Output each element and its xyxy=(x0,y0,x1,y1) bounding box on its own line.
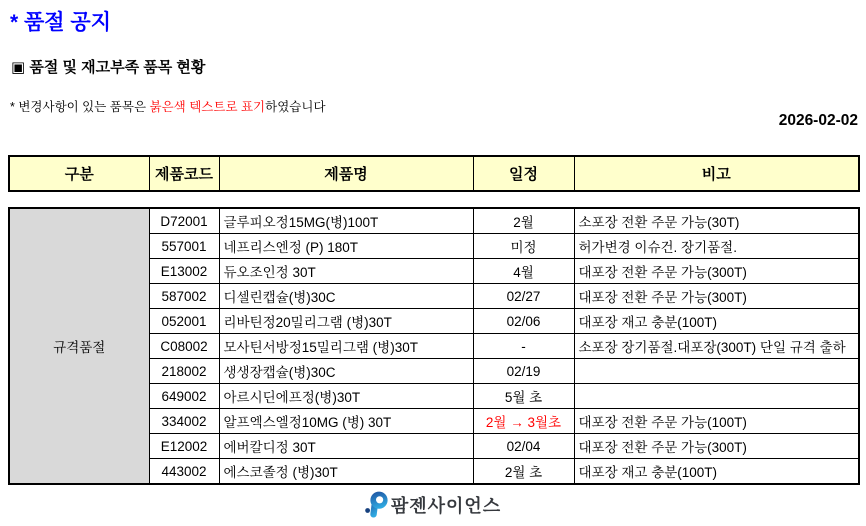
column-header-product-code: 제품코드 xyxy=(149,156,219,191)
section-heading: ▣ 품절 및 재고부족 품목 현황 xyxy=(11,59,206,76)
company-name: 팜젠사이언스 xyxy=(390,495,502,516)
product-code-cell: D72001 xyxy=(149,208,219,234)
product-name-cell: 네프리스엔정 (P) 180T xyxy=(219,234,473,259)
product-name-cell: 글루피오정15MG(병)100T xyxy=(219,208,473,234)
product-code-cell: C08002 xyxy=(149,334,219,359)
remarks-cell: 소포장 전환 주문 가능(30T) xyxy=(574,208,859,234)
product-code-cell: 587002 xyxy=(149,284,219,309)
change-note xyxy=(10,97,326,115)
column-header-product-name: 제품명 xyxy=(219,156,473,191)
schedule-cell: 02/06 xyxy=(473,309,574,334)
remarks-cell: 소포장 장기품절.대포장(300T) 단일 규격 출하 xyxy=(574,334,859,359)
remarks-cell xyxy=(574,359,859,384)
product-code-cell: E13002 xyxy=(149,259,219,284)
remarks-cell: 대포장 재고 충분(100T) xyxy=(574,459,859,485)
change-note-red-text: 붉은색 텍스트로 표기 xyxy=(149,100,266,114)
schedule-cell: 02/04 xyxy=(473,434,574,459)
product-code-cell: 649002 xyxy=(149,384,219,409)
header-table xyxy=(8,155,860,192)
schedule-cell: 2월 xyxy=(473,208,574,234)
product-name-cell: 생생장캡슐(병)30C xyxy=(219,359,473,384)
remarks-cell: 대포장 전환 주문 가능(300T) xyxy=(574,284,859,309)
product-code-cell: E12002 xyxy=(149,434,219,459)
group-cell: 규격품절 xyxy=(9,208,149,484)
remarks-cell: 대포장 전환 주문 가능(300T) xyxy=(574,434,859,459)
pharmgen-p-icon xyxy=(365,491,388,518)
schedule-cell: 5월 초 xyxy=(473,384,574,409)
schedule-cell: 미정 xyxy=(473,234,574,259)
column-header-remarks: 비고 xyxy=(574,156,859,191)
remarks-cell: 대포장 재고 충분(100T) xyxy=(574,309,859,334)
change-note-prefix: * 변경사항이 있는 품목은 xyxy=(10,100,150,114)
page-title: * 품절 공지 xyxy=(10,11,111,34)
product-name-cell: 디셀린캡슐(병)30C xyxy=(219,284,473,309)
change-note-suffix: 하였습니다 xyxy=(265,100,326,114)
product-name-cell: 듀오조인정 30T xyxy=(219,259,473,284)
product-name-cell: 리바틴정20밀리그램 (병)30T xyxy=(219,309,473,334)
product-code-cell: 052001 xyxy=(149,309,219,334)
product-name-cell: 에스코졸정 (병)30T xyxy=(219,459,473,485)
table-row xyxy=(9,208,859,234)
schedule-cell: 4월 xyxy=(473,259,574,284)
column-header-category: 구분 xyxy=(9,156,149,191)
remarks-cell: 허가변경 이슈건. 장기품절. xyxy=(574,234,859,259)
column-header-schedule: 일정 xyxy=(473,156,574,191)
schedule-cell: 02/19 xyxy=(473,359,574,384)
product-name-cell: 알프엑스엘정10MG (병) 30T xyxy=(219,409,473,434)
product-table xyxy=(8,207,860,485)
footer-logo xyxy=(0,491,866,518)
product-code-cell: 557001 xyxy=(149,234,219,259)
schedule-cell: 02/27 xyxy=(473,284,574,309)
schedule-cell: 2월 초 xyxy=(473,459,574,485)
header-row xyxy=(9,156,859,191)
product-code-cell: 218002 xyxy=(149,359,219,384)
product-code-cell: 334002 xyxy=(149,409,219,434)
remarks-cell xyxy=(574,384,859,409)
product-name-cell: 에버칼디정 30T xyxy=(219,434,473,459)
document-date: 2026-02-02 xyxy=(778,112,858,129)
remarks-cell: 대포장 전환 주문 가능(100T) xyxy=(574,409,859,434)
product-code-cell: 443002 xyxy=(149,459,219,485)
schedule-cell: - xyxy=(473,334,574,359)
product-name-cell: 모사틴서방정15밀리그램 (병)30T xyxy=(219,334,473,359)
schedule-cell: 2월 → 3월초 xyxy=(473,409,574,434)
product-name-cell: 아르시딘에프정(병)30T xyxy=(219,384,473,409)
remarks-cell: 대포장 전환 주문 가능(300T) xyxy=(574,259,859,284)
